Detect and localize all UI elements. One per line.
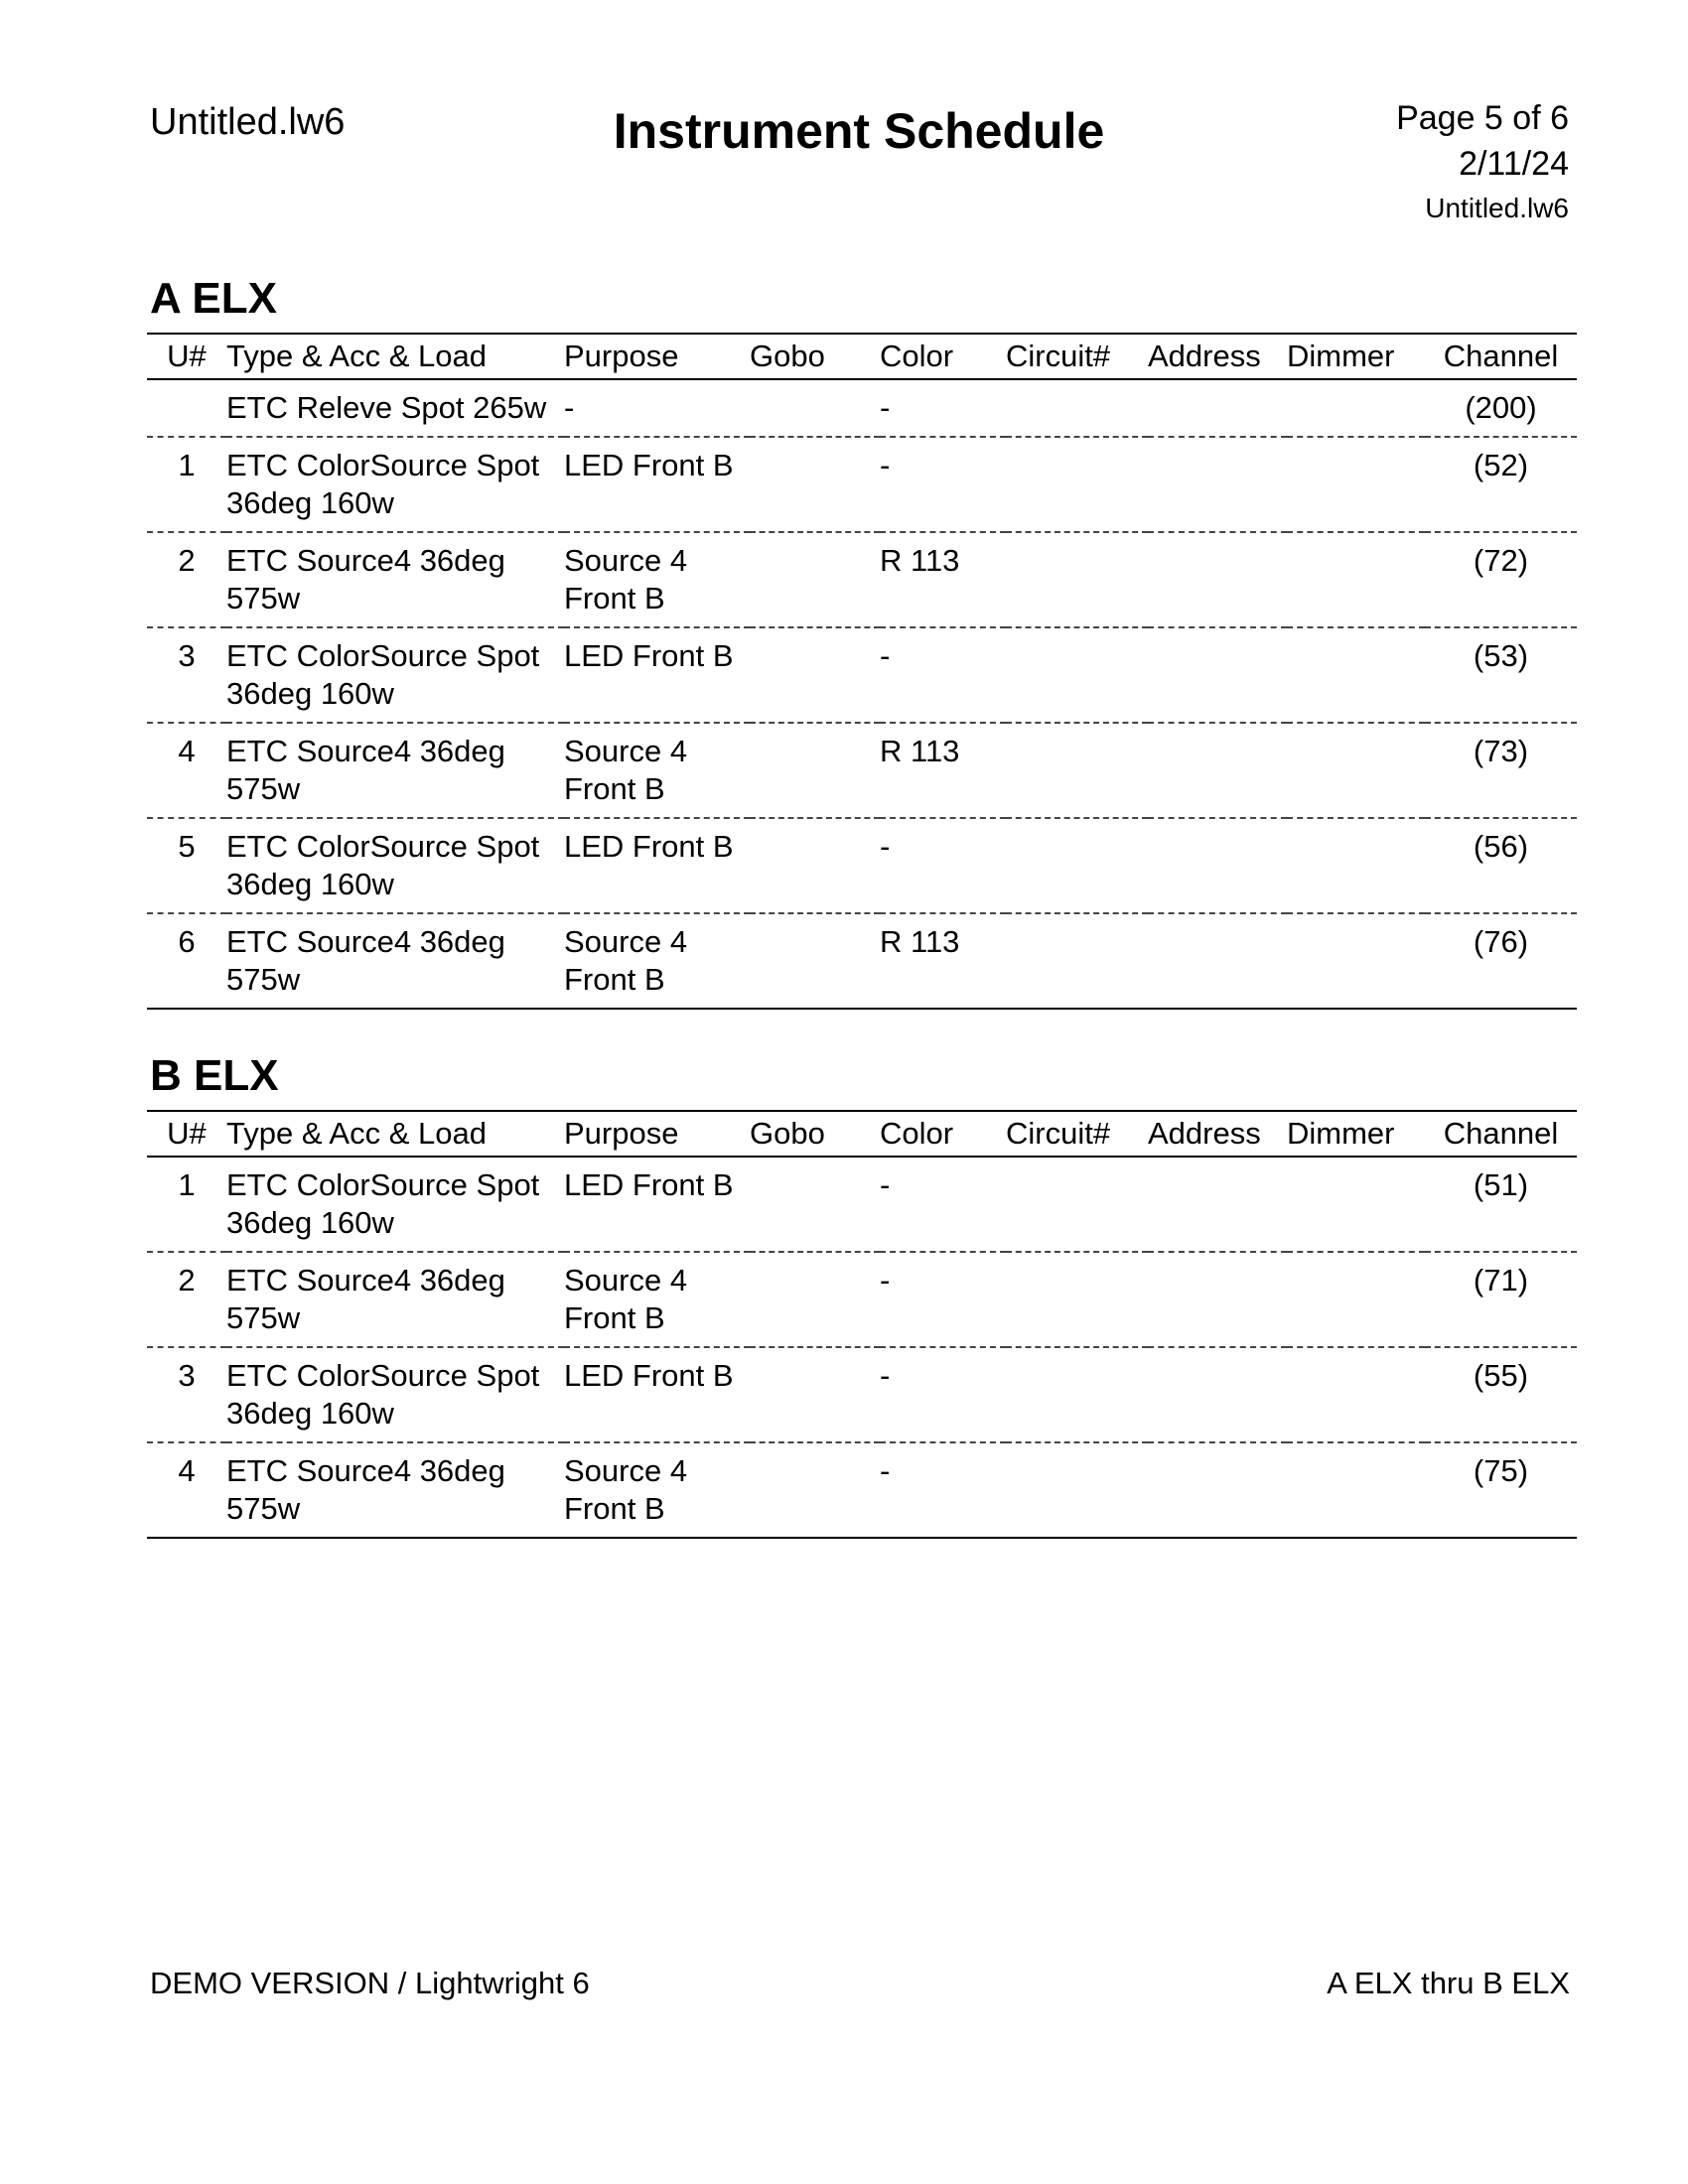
cell-dimmer: [1287, 1347, 1425, 1442]
column-header-purpose: Purpose: [564, 1111, 750, 1157]
cell-color: R 113: [880, 723, 1006, 818]
table-row: [147, 627, 1577, 723]
cell-channel: (76): [1425, 913, 1577, 1009]
table-row: [147, 1252, 1577, 1347]
cell-address: [1148, 437, 1287, 532]
column-header-type: Type & Acc & Load: [226, 1111, 564, 1157]
cell-color: -: [880, 627, 1006, 723]
page-number: Page 5 of 6: [1396, 99, 1569, 137]
cell-circuit: [1006, 818, 1148, 913]
cell-address: [1148, 1442, 1287, 1538]
column-header-gobo: Gobo: [750, 334, 880, 379]
column-header-circuit: Circuit#: [1006, 334, 1148, 379]
cell-type: ETC Source4 36deg 575w: [226, 723, 564, 818]
cell-gobo: [750, 379, 880, 437]
cell-dimmer: [1287, 532, 1425, 627]
column-header-unit: U#: [147, 1111, 226, 1157]
header-filename: Untitled.lw6: [150, 101, 346, 143]
cell-type: ETC Source4 36deg 575w: [226, 1442, 564, 1538]
cell-dimmer: [1287, 1442, 1425, 1538]
cell-dimmer: [1287, 1157, 1425, 1252]
cell-type: ETC Source4 36deg 575w: [226, 532, 564, 627]
cell-gobo: [750, 1442, 880, 1538]
cell-address: [1148, 723, 1287, 818]
cell-gobo: [750, 1347, 880, 1442]
cell-color: R 113: [880, 913, 1006, 1009]
table-row: [147, 913, 1577, 1009]
cell-circuit: [1006, 1252, 1148, 1347]
column-header-channel: Channel: [1425, 1111, 1577, 1157]
column-header-gobo: Gobo: [750, 1111, 880, 1157]
cell-channel: (71): [1425, 1252, 1577, 1347]
cell-purpose: Source 4 Front B: [564, 532, 750, 627]
cell-color: -: [880, 1252, 1006, 1347]
cell-gobo: [750, 1157, 880, 1252]
cell-dimmer: [1287, 818, 1425, 913]
cell-address: [1148, 627, 1287, 723]
cell-address: [1148, 1157, 1287, 1252]
cell-unit: 4: [147, 723, 226, 818]
page-title: Instrument Schedule: [613, 103, 1105, 159]
column-header-color: Color: [880, 334, 1006, 379]
cell-channel: (53): [1425, 627, 1577, 723]
cell-channel: (75): [1425, 1442, 1577, 1538]
cell-purpose: LED Front B: [564, 627, 750, 723]
section-a-elx: [147, 273, 1577, 1010]
cell-channel: (55): [1425, 1347, 1577, 1442]
cell-address: [1148, 1347, 1287, 1442]
cell-gobo: [750, 818, 880, 913]
table-row: [147, 1347, 1577, 1442]
section-title: B ELX: [150, 1051, 279, 1100]
cell-unit: 3: [147, 627, 226, 723]
instrument-table: [147, 1110, 1577, 1539]
cell-circuit: [1006, 437, 1148, 532]
cell-gobo: [750, 627, 880, 723]
cell-color: -: [880, 379, 1006, 437]
cell-circuit: [1006, 532, 1148, 627]
cell-gobo: [750, 437, 880, 532]
cell-channel: (56): [1425, 818, 1577, 913]
cell-purpose: Source 4 Front B: [564, 1442, 750, 1538]
cell-dimmer: [1287, 627, 1425, 723]
cell-type: ETC ColorSource Spot 36deg 160w: [226, 1157, 564, 1252]
cell-type: ETC Releve Spot 265w: [226, 379, 564, 437]
cell-color: R 113: [880, 532, 1006, 627]
cell-circuit: [1006, 913, 1148, 1009]
cell-purpose: LED Front B: [564, 437, 750, 532]
cell-unit: 1: [147, 1157, 226, 1252]
cell-circuit: [1006, 627, 1148, 723]
cell-unit: 6: [147, 913, 226, 1009]
column-header-address: Address: [1148, 1111, 1287, 1157]
table-row: [147, 723, 1577, 818]
cell-unit: 2: [147, 1252, 226, 1347]
cell-gobo: [750, 1252, 880, 1347]
section-b-elx: [147, 1050, 1577, 1539]
cell-dimmer: [1287, 723, 1425, 818]
cell-purpose: Source 4 Front B: [564, 723, 750, 818]
cell-purpose: Source 4 Front B: [564, 913, 750, 1009]
section-title: A ELX: [150, 274, 277, 323]
cell-channel: (73): [1425, 723, 1577, 818]
cell-purpose: -: [564, 379, 750, 437]
table-row: [147, 532, 1577, 627]
cell-dimmer: [1287, 1252, 1425, 1347]
cell-address: [1148, 913, 1287, 1009]
cell-color: -: [880, 1347, 1006, 1442]
column-header-purpose: Purpose: [564, 334, 750, 379]
footer-range: A ELX thru B ELX: [1327, 1966, 1570, 2000]
cell-unit: 2: [147, 532, 226, 627]
cell-unit: 1: [147, 437, 226, 532]
cell-unit: 5: [147, 818, 226, 913]
cell-circuit: [1006, 1347, 1148, 1442]
column-header-type: Type & Acc & Load: [226, 334, 564, 379]
footer-version: DEMO VERSION / Lightwright 6: [150, 1966, 590, 2000]
cell-circuit: [1006, 1442, 1148, 1538]
column-header-circuit: Circuit#: [1006, 1111, 1148, 1157]
cell-gobo: [750, 913, 880, 1009]
table-header-row: [147, 334, 1577, 379]
table-row: [147, 437, 1577, 532]
cell-address: [1148, 379, 1287, 437]
header-info: [1396, 95, 1569, 230]
cell-purpose: LED Front B: [564, 1157, 750, 1252]
cell-unit: 4: [147, 1442, 226, 1538]
column-header-channel: Channel: [1425, 334, 1577, 379]
cell-circuit: [1006, 1157, 1148, 1252]
cell-type: ETC ColorSource Spot 36deg 160w: [226, 818, 564, 913]
cell-dimmer: [1287, 913, 1425, 1009]
header-filename-right: Untitled.lw6: [1425, 193, 1569, 223]
table-row: [147, 379, 1577, 437]
cell-address: [1148, 1252, 1287, 1347]
print-date: 2/11/24: [1459, 145, 1569, 183]
cell-color: -: [880, 1157, 1006, 1252]
cell-address: [1148, 818, 1287, 913]
cell-circuit: [1006, 723, 1148, 818]
cell-channel: (72): [1425, 532, 1577, 627]
cell-purpose: LED Front B: [564, 818, 750, 913]
table-header-row: [147, 1111, 1577, 1157]
cell-type: ETC ColorSource Spot 36deg 160w: [226, 437, 564, 532]
cell-gobo: [750, 723, 880, 818]
cell-color: -: [880, 437, 1006, 532]
table-row: [147, 818, 1577, 913]
cell-channel: (52): [1425, 437, 1577, 532]
cell-channel: (200): [1425, 379, 1577, 437]
cell-type: ETC ColorSource Spot 36deg 160w: [226, 627, 564, 723]
cell-unit: [147, 379, 226, 437]
cell-type: ETC ColorSource Spot 36deg 160w: [226, 1347, 564, 1442]
cell-type: ETC Source4 36deg 575w: [226, 1252, 564, 1347]
cell-type: ETC Source4 36deg 575w: [226, 913, 564, 1009]
column-header-address: Address: [1148, 334, 1287, 379]
column-header-color: Color: [880, 1111, 1006, 1157]
cell-gobo: [750, 532, 880, 627]
table-row: [147, 1442, 1577, 1538]
instrument-table: [147, 333, 1577, 1010]
cell-purpose: Source 4 Front B: [564, 1252, 750, 1347]
column-header-unit: U#: [147, 334, 226, 379]
column-header-dimmer: Dimmer: [1287, 334, 1425, 379]
cell-dimmer: [1287, 437, 1425, 532]
cell-unit: 3: [147, 1347, 226, 1442]
cell-circuit: [1006, 379, 1148, 437]
cell-purpose: LED Front B: [564, 1347, 750, 1442]
cell-channel: (51): [1425, 1157, 1577, 1252]
table-row: [147, 1157, 1577, 1252]
cell-color: -: [880, 818, 1006, 913]
cell-address: [1148, 532, 1287, 627]
column-header-dimmer: Dimmer: [1287, 1111, 1425, 1157]
cell-dimmer: [1287, 379, 1425, 437]
cell-color: -: [880, 1442, 1006, 1538]
